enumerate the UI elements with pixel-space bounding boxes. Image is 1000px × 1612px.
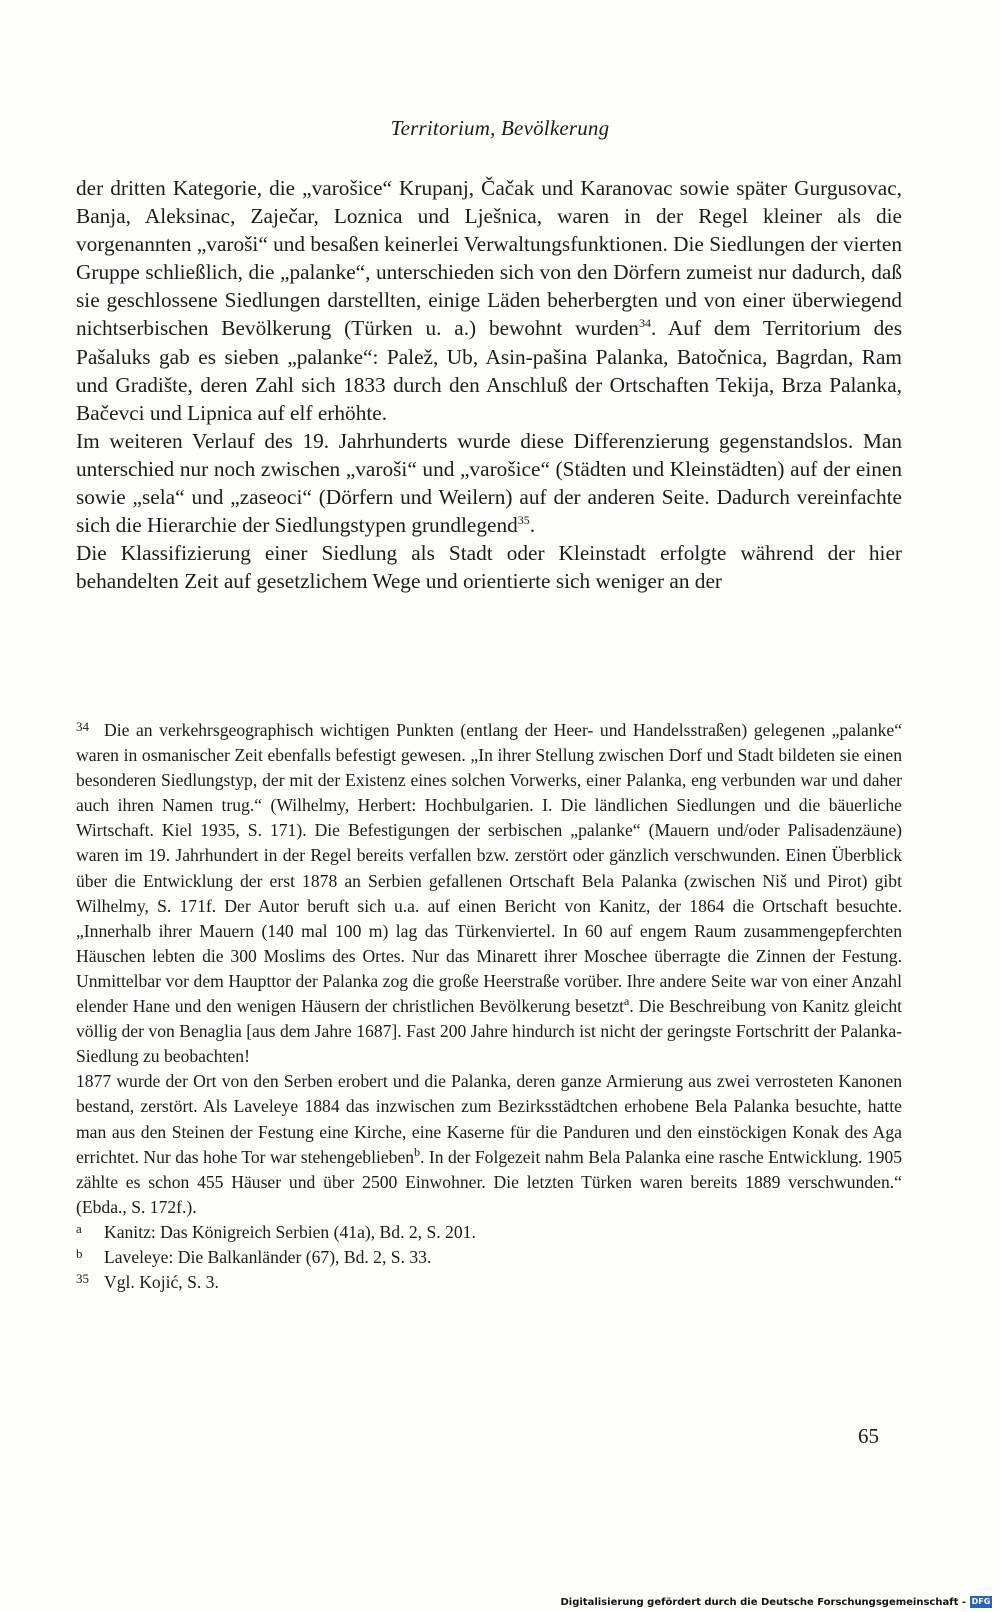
footnote-a xyxy=(76,1220,902,1245)
paragraph-1 xyxy=(76,174,902,427)
page-number: 65 xyxy=(858,1424,879,1448)
footnote-list xyxy=(76,1220,902,1295)
footnote-34-text-a: Die an verkehrsgeographisch wichtigen Punkten (entlang der Heer- und Handelsstraßen) gelegenen „palanke“ waren in osmanischer Zeit ebenfalls befestigt gewesen. „In ihrer Stellung zwischen Dorf und Stadt bildeten sie einen besonderen Siedlungstyp, der mit der Existenz eines solchen Vorwerks, einer Palanka, eng verbunden war und daher auch ihren Namen trug.“ (Wilhelmy, Herbert: Hochbulgarien. I. Die ländlichen Siedlungen und die bäuerliche Wirtschaft. Kiel 1935, S. 171). Die Befestigungen der serbischen „palanke“ (Mauern und/oder Palisadenzäune) waren im 19. Jahrhundert in der Regel bereits verfallen bzw. zerstört oder gänzlich verschwunden. Einen Überblick über die Entwicklung der erst 1878 an Serbien gefallenen Ortschaft Bela Palanka (zwischen Niš und Pirot) gibt Wilhelmy, S. 171f. Der Autor beruft sich u.a. auf einen Bericht von Kanitz, der 1864 die Ortschaft besuchte. „Innerhalb ihrer Mauern (140 mal 100 m) lag das Türkenviertel. In 60 auf engem Raum zusammengepferchten Häuschen lebten die 300 Moslims des Ortes. Nur das Minarett ihrer Moschee überragte die Zinnen der Festung. Unmittelbar vor dem Haupttor der Palanka zog die große Heerstraße vorüber. Ihre andere Seite war von einer Anzahl elender Hane und den wenigen Häusern der christlichen Bevölkerung besetzt xyxy=(76,720,902,1017)
footnote-ref-34: 34 xyxy=(638,316,651,331)
footnote-ref-35: 35 xyxy=(517,513,530,528)
paragraph-1-text-b: . Auf dem Territorium des Pašaluks gab es sieben „palanke“: Palež, Ub, Asin-pašina Palanka, Batočnica, Bagrdan, Ram und Gradište, deren Zahl sich 1833 durch den Anschluß der Ortschaften Tekija, Brza Palanka, Bačevci und Lipnica auf elf erhöhte. xyxy=(76,316,902,425)
running-header: Territorium, Bevölkerung xyxy=(390,116,610,140)
footnote-a-mark: a xyxy=(76,1220,82,1236)
footnote-34-text-b: . Die Beschreibung von Kanitz gleicht völlig der von Benaglia [aus dem Jahre 1687]. Fast 200 Jahre hindurch ist nicht der geringste Fortschritt der Palanka-Siedlung zu beobachten! xyxy=(76,996,903,1067)
paragraph-2 xyxy=(76,427,902,539)
footnote-a-text: Kanitz: Das Königreich Serbien (41a), Bd. 2, S. 201. xyxy=(104,1221,476,1242)
footnotes xyxy=(76,718,902,1295)
paragraph-3: Die Klassifizierung einer Siedlung als Stadt oder Kleinstadt erfolgte während der hier behandelten Zeit auf gesetzlichem Wege und orientierte sich weniger an der xyxy=(76,541,902,594)
footnote-35 xyxy=(76,1270,902,1295)
footnote-ref-a: a xyxy=(624,994,630,1009)
paragraph-2-text-b: . xyxy=(529,513,536,538)
paragraph-1-text-a: der dritten Kategorie, die „varošice“ Krupanj, Čačak und Karanovac sowie später Gurgusovac, Banja, Aleksinac, Zaječar, Loznica und Lješnica, waren in der Regel kleiner als die vorgenannten „varoši“ und besaßen keinerlei Verwaltungsfunktionen. Die Siedlungen der vierten Gruppe schließlich, die „palanke“, unterschieden sich von den Dörfern zumeist nur dadurch, daß sie geschlossene Siedlungen darstellten, einige Läden beherbergten und von einer überwiegend nichtserbischen Bevölkerung (Türken u. a.) bewohnt wurden xyxy=(76,176,902,341)
footnote-35-text: Vgl. Kojić, S. 3. xyxy=(104,1272,219,1293)
footnote-35-mark: 35 xyxy=(76,1271,89,1287)
footnote-b-text: Laveleye: Die Balkanländer (67), Bd. 2, S. 33. xyxy=(104,1246,432,1267)
footnote-34-continuation xyxy=(76,1069,902,1220)
footnote-b xyxy=(76,1245,902,1270)
main-text xyxy=(76,174,902,595)
footnote-34-text-d: . In der Folgezeit nahm Bela Palanka eine rasche Entwicklung. 1905 zählte es schon 455 Häuser und über 2500 Einwohner. Die letzten Türken waren bereits 1889 verschwunden.“ (Ebda., S. 172f.). xyxy=(76,1146,902,1217)
footnote-ref-b: b xyxy=(414,1144,421,1159)
dfg-logo-icon: DFG xyxy=(971,1597,991,1606)
footnote-b-mark: b xyxy=(76,1245,83,1261)
footnote-34-number: 34 xyxy=(76,719,89,734)
paragraph-2-text-a: Im weiteren Verlauf des 19. Jahrhunderts wurde diese Differenzierung gegenstandslos. Man unterschied nur noch zwischen „varoši“ und „varošice“ (Städten und Kleinstädten) auf der einen sowie „sela“ und „zaseoci“ (Dörfern und Weilern) auf der anderen Seite. Dadurch vereinfachte sich die Hierarchie der Siedlungstypen grundlegend xyxy=(76,428,902,538)
footnote-34 xyxy=(76,718,902,1069)
digitization-credit xyxy=(560,1594,992,1610)
footnote-34-text-c: 1877 wurde der Ort von den Serben erobert und die Palanka, deren ganze Armierung aus zwei verrosteten Kanonen bestand, zerstört. Als Laveleye 1884 das inzwischen zum Bezirksstädtchen erhobene Bela Palanka besuchte, hatte man aus den Steinen der Festung eine Kirche, eine Kaserne für die Panduren und den einstöckigen Konak des Aga errichtet. Nur das hohe Tor war stehengeblieben xyxy=(76,1071,902,1167)
credit-text: Digitalisierung gefördert durch die Deutsche Forschungsgemeinschaft - xyxy=(560,1596,966,1608)
